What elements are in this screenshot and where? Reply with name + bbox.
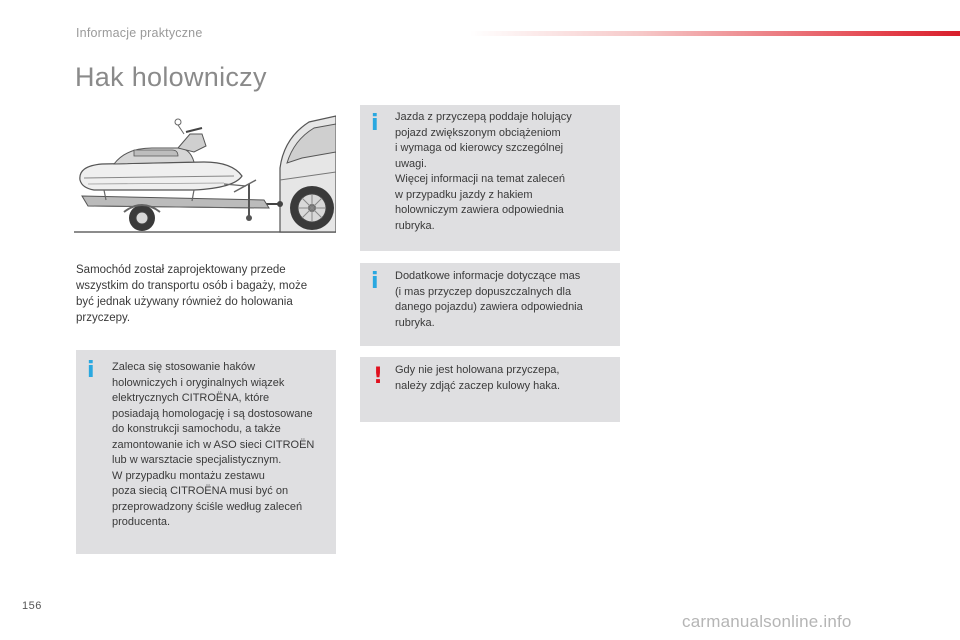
info-box-text: Dodatkowe informacje dotyczące mas (i mas przyczep dopuszczalnych dla danego pojazdu) zawiera odpowiednia rubryka. <box>395 270 583 329</box>
info-box-homologation <box>76 350 336 554</box>
car-towing-jetski-trailer-illustration <box>74 108 336 236</box>
header-accent-bar <box>470 31 960 36</box>
info-icon: i <box>371 269 379 294</box>
info-box-weights <box>360 263 620 346</box>
info-icon: i <box>371 111 379 136</box>
page-number: 156 <box>22 600 42 612</box>
info-box-driving-with-trailer <box>360 105 620 251</box>
section-header: Informacje praktyczne <box>76 26 203 40</box>
page-title: Hak holowniczy <box>75 62 267 92</box>
info-box-text: Zaleca się stosowanie haków holowniczych i oryginalnych wiązek elektrycznych CITROËNA, które posiadają homologację i są dostosowane do konstrukcji samochodu, a także zamontowanie ich w ASO sieci CITROËN lub w warsztacie specjalistycznym. W przypadku montażu zestawu poza siecią CITROËNA musi być on przeprowadzony ściśle według zaleceń producenta. <box>112 361 315 528</box>
intro-paragraph: Samochód został zaprojektowany przede wszystkim do transportu osób i bagaży, może być jednak używany również do holowania przyczepy. <box>76 264 308 324</box>
info-icon: i <box>87 358 95 383</box>
warning-icon: ! <box>373 364 384 389</box>
info-box-text: Jazda z przyczepą poddaje holujący pojazd zwiększonym obciążeniom i wymaga od kierowcy szczególnej uwagi. Więcej informacji na temat zaleceń w przypadku jazdy z hakiem holowniczym zawiera odpowiednia rubryka. <box>395 111 572 232</box>
warning-box-remove-towball <box>360 357 620 422</box>
warning-box-text: Gdy nie jest holowana przyczepa, należy zdjąć zaczep kulowy haka. <box>395 364 561 392</box>
watermark: carmanualsonline.info <box>682 612 852 631</box>
